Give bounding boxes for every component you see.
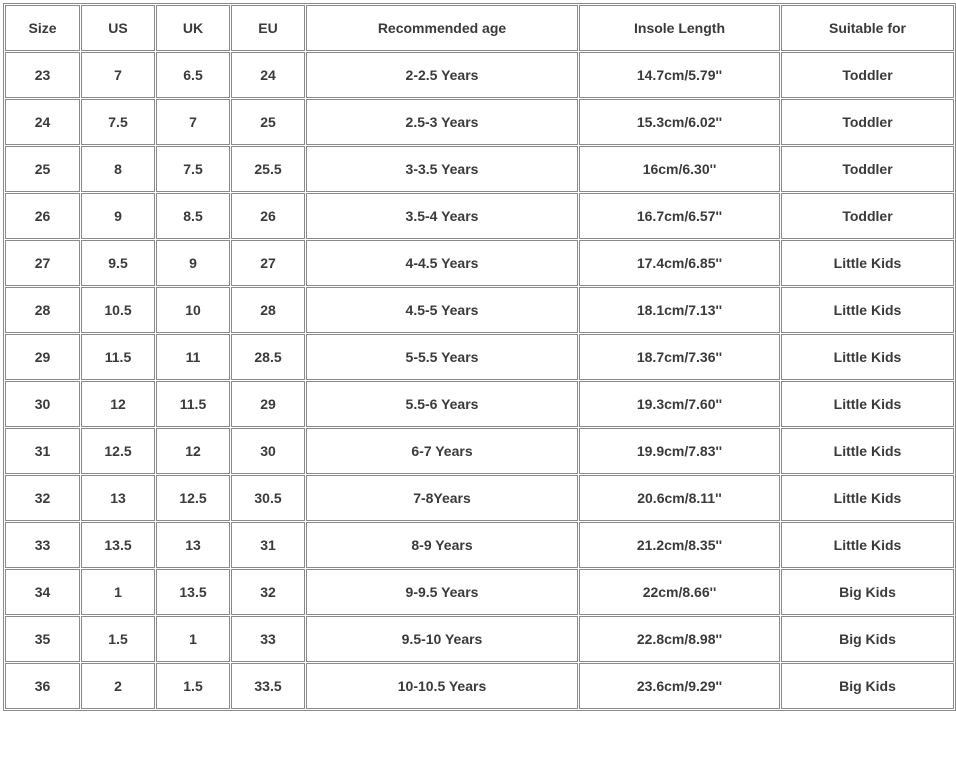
cell-us: 1.5	[81, 616, 155, 662]
cell-uk: 10	[156, 287, 230, 333]
cell-size: 35	[5, 616, 80, 662]
cell-uk: 12	[156, 428, 230, 474]
cell-us: 13.5	[81, 522, 155, 568]
cell-size: 23	[5, 52, 80, 98]
table-body	[5, 52, 954, 709]
cell-size: 28	[5, 287, 80, 333]
table-row	[5, 522, 954, 568]
cell-us: 8	[81, 146, 155, 192]
cell-us: 7.5	[81, 99, 155, 145]
cell-suitable-for: Toddler	[781, 146, 954, 192]
cell-suitable-for: Toddler	[781, 99, 954, 145]
cell-recommended-age: 4.5-5 Years	[306, 287, 578, 333]
cell-insole-length: 18.1cm/7.13''	[579, 287, 780, 333]
cell-uk: 1.5	[156, 663, 230, 709]
cell-insole-length: 17.4cm/6.85''	[579, 240, 780, 286]
cell-recommended-age: 4-4.5 Years	[306, 240, 578, 286]
header-suitable-for: Suitable for	[781, 5, 954, 51]
cell-suitable-for: Little Kids	[781, 522, 954, 568]
cell-recommended-age: 6-7 Years	[306, 428, 578, 474]
cell-uk: 1	[156, 616, 230, 662]
table-row	[5, 381, 954, 427]
table-row	[5, 287, 954, 333]
cell-eu: 28.5	[231, 334, 305, 380]
cell-uk: 7	[156, 99, 230, 145]
cell-insole-length: 20.6cm/8.11''	[579, 475, 780, 521]
cell-size: 32	[5, 475, 80, 521]
cell-insole-length: 16cm/6.30''	[579, 146, 780, 192]
cell-us: 12	[81, 381, 155, 427]
table-header	[5, 5, 954, 51]
cell-eu: 29	[231, 381, 305, 427]
table-row	[5, 616, 954, 662]
cell-eu: 30	[231, 428, 305, 474]
cell-eu: 24	[231, 52, 305, 98]
header-recommended-age: Recommended age	[306, 5, 578, 51]
cell-recommended-age: 2-2.5 Years	[306, 52, 578, 98]
cell-suitable-for: Toddler	[781, 52, 954, 98]
cell-us: 13	[81, 475, 155, 521]
cell-size: 34	[5, 569, 80, 615]
cell-size: 26	[5, 193, 80, 239]
cell-recommended-age: 9.5-10 Years	[306, 616, 578, 662]
cell-eu: 28	[231, 287, 305, 333]
cell-uk: 6.5	[156, 52, 230, 98]
cell-size: 29	[5, 334, 80, 380]
cell-uk: 7.5	[156, 146, 230, 192]
cell-suitable-for: Little Kids	[781, 381, 954, 427]
cell-suitable-for: Little Kids	[781, 334, 954, 380]
cell-uk: 11.5	[156, 381, 230, 427]
cell-insole-length: 18.7cm/7.36''	[579, 334, 780, 380]
cell-suitable-for: Little Kids	[781, 428, 954, 474]
cell-size: 33	[5, 522, 80, 568]
table-row	[5, 475, 954, 521]
cell-recommended-age: 9-9.5 Years	[306, 569, 578, 615]
cell-eu: 30.5	[231, 475, 305, 521]
size-chart-table	[3, 3, 956, 711]
cell-size: 27	[5, 240, 80, 286]
cell-size: 30	[5, 381, 80, 427]
cell-insole-length: 16.7cm/6.57''	[579, 193, 780, 239]
header-insole-length: Insole Length	[579, 5, 780, 51]
cell-suitable-for: Little Kids	[781, 475, 954, 521]
cell-recommended-age: 3-3.5 Years	[306, 146, 578, 192]
cell-insole-length: 22.8cm/8.98''	[579, 616, 780, 662]
cell-suitable-for: Toddler	[781, 193, 954, 239]
cell-size: 24	[5, 99, 80, 145]
cell-suitable-for: Little Kids	[781, 240, 954, 286]
cell-size: 25	[5, 146, 80, 192]
cell-uk: 9	[156, 240, 230, 286]
cell-insole-length: 22cm/8.66''	[579, 569, 780, 615]
table-row	[5, 663, 954, 709]
cell-us: 1	[81, 569, 155, 615]
table-row	[5, 334, 954, 380]
cell-us: 12.5	[81, 428, 155, 474]
cell-eu: 27	[231, 240, 305, 286]
table-row	[5, 569, 954, 615]
cell-suitable-for: Big Kids	[781, 569, 954, 615]
header-eu: EU	[231, 5, 305, 51]
cell-insole-length: 19.9cm/7.83''	[579, 428, 780, 474]
cell-eu: 33.5	[231, 663, 305, 709]
cell-suitable-for: Big Kids	[781, 663, 954, 709]
cell-uk: 11	[156, 334, 230, 380]
cell-recommended-age: 8-9 Years	[306, 522, 578, 568]
cell-insole-length: 23.6cm/9.29''	[579, 663, 780, 709]
header-uk: UK	[156, 5, 230, 51]
cell-us: 9	[81, 193, 155, 239]
cell-eu: 33	[231, 616, 305, 662]
cell-recommended-age: 10-10.5 Years	[306, 663, 578, 709]
cell-us: 9.5	[81, 240, 155, 286]
header-size: Size	[5, 5, 80, 51]
cell-size: 31	[5, 428, 80, 474]
cell-insole-length: 21.2cm/8.35''	[579, 522, 780, 568]
cell-recommended-age: 3.5-4 Years	[306, 193, 578, 239]
cell-eu: 25	[231, 99, 305, 145]
header-us: US	[81, 5, 155, 51]
cell-insole-length: 14.7cm/5.79''	[579, 52, 780, 98]
cell-recommended-age: 7-8Years	[306, 475, 578, 521]
cell-recommended-age: 5-5.5 Years	[306, 334, 578, 380]
table-row	[5, 146, 954, 192]
cell-size: 36	[5, 663, 80, 709]
cell-uk: 8.5	[156, 193, 230, 239]
table-row	[5, 99, 954, 145]
table-row	[5, 52, 954, 98]
table-row	[5, 428, 954, 474]
cell-eu: 26	[231, 193, 305, 239]
cell-uk: 13	[156, 522, 230, 568]
cell-eu: 31	[231, 522, 305, 568]
cell-eu: 25.5	[231, 146, 305, 192]
header-row	[5, 5, 954, 51]
cell-insole-length: 19.3cm/7.60''	[579, 381, 780, 427]
cell-suitable-for: Little Kids	[781, 287, 954, 333]
cell-suitable-for: Big Kids	[781, 616, 954, 662]
cell-recommended-age: 2.5-3 Years	[306, 99, 578, 145]
cell-uk: 13.5	[156, 569, 230, 615]
cell-us: 10.5	[81, 287, 155, 333]
cell-uk: 12.5	[156, 475, 230, 521]
cell-us: 11.5	[81, 334, 155, 380]
cell-insole-length: 15.3cm/6.02''	[579, 99, 780, 145]
cell-eu: 32	[231, 569, 305, 615]
cell-recommended-age: 5.5-6 Years	[306, 381, 578, 427]
cell-us: 7	[81, 52, 155, 98]
cell-us: 2	[81, 663, 155, 709]
table-row	[5, 240, 954, 286]
table-row	[5, 193, 954, 239]
